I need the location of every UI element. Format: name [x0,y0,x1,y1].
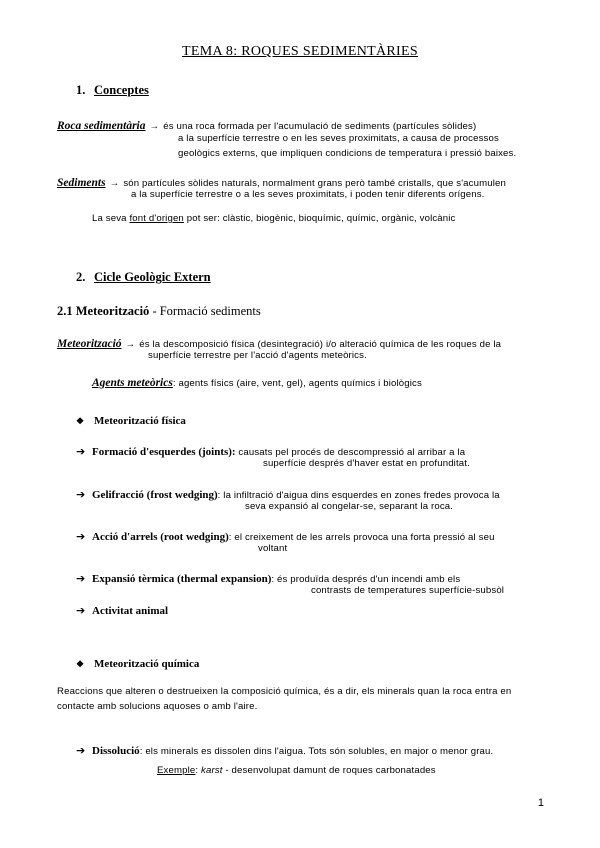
arrow-bullet-icon: ➔ [76,605,86,617]
fisica-item-5-label: Activitat animal [92,605,169,617]
fisica-item-4-label: Expansió tèrmica (thermal expansion) [92,573,272,585]
quimica-heading [76,658,199,670]
roca-text-1: és una roca formada per l'acumulació de sediments (partícules sòlides) [163,121,477,132]
fisica-item-2-label: Gelifracció (frost wedging) [92,489,218,501]
fisica-item-1-label: Formació d'esquerdes (joints): [92,446,236,458]
sediments-arrow: → [109,178,120,189]
fisica-heading [76,415,186,427]
arrow-bullet-icon: ➔ [76,489,86,501]
diamond-bullet-icon: ❖ [76,659,85,669]
meteoritzacio-text-2: superfície terrestre per l'acció d'agents meteòrics. [148,350,367,361]
agents-term: Agents meteòrics [92,377,173,389]
meteoritzacio-term: Meteorització [57,338,122,350]
fisica-item-3-text-2: voltant [258,543,288,554]
exemple-term: karst [201,765,223,776]
roca-definition-line-1 [57,116,476,134]
fisica-item-1-text-2: superfície després d'haver estat en profunditat. [263,458,470,469]
exemple-label: Exemple [157,765,196,776]
roca-text-2: a la superfície terrestre o en les seves proximitats, a causa de processos [178,133,499,144]
quimica-label: Meteorització química [94,658,200,670]
section-2-heading [76,270,211,285]
exemple-text: - desenvolupat damunt de roques carbonatades [222,765,436,776]
origen-link: font d'origen [129,213,184,224]
section-1-number: 1. [76,83,86,97]
fisica-item-4-text-2: contrasts de temperatures superfície-subsòl [311,585,505,596]
fisica-label: Meteorització física [94,415,186,427]
sediments-text-1: són partícules sòlides naturals, normalment grans però també cristalls, que s'acumulen [123,178,506,189]
fisica-item-2-text-2: seva expansió al congelar-se, separant la roca. [245,501,454,512]
subsection-2-1-bold: 2.1 Meteorització [57,304,150,318]
subsection-2-1-heading [57,304,261,319]
section-2-number: 2. [76,270,86,284]
origen-pre: La seva [92,213,130,224]
fisica-item-3-text-1: : el creixement de les arrels provoca una forta pressió al seu [228,532,495,543]
fisica-item-2-text-1: : la infiltració d'aigua dins esquerdes en zones fredes provoca la [217,490,500,501]
meteoritzacio-arrow: → [125,339,136,350]
dissolucio-text: : els minerals es dissolen dins l'aigua. Tots són solubles, en major o menor grau. [139,746,494,757]
origen-line [92,213,456,224]
meteoritzacio-text-1: és la descomposició física (desintegració) i/o alteració química de les roques de la [139,339,502,350]
dissolucio-line [76,741,493,759]
fisica-item-5 [76,601,168,619]
roca-term: Roca sedimentària [57,120,146,132]
arrow-bullet-icon: ➔ [76,745,86,757]
exemple-colon: : [195,765,202,776]
roca-text-3: geològics externs, que impliquen condicions de temperatura i pressió baixes. [178,148,517,159]
sediments-term: Sediments [57,177,106,189]
dissolucio-label: Dissolució [92,745,140,757]
page-number: 1 [537,797,544,809]
diamond-bullet-icon: ❖ [76,416,85,426]
quimica-intro-1: Reaccions que alteren o destrueixen la composició química, és a dir, els minerals quan la roca entra en [57,686,512,697]
roca-arrow: → [149,121,160,132]
quimica-intro-2: contacte amb solucions aquoses o amb l'aire. [57,701,258,712]
arrow-bullet-icon: ➔ [76,573,86,585]
arrow-bullet-icon: ➔ [76,531,86,543]
origen-post: pot ser: clàstic, biogènic, bioquímic, químic, orgànic, volcànic [183,213,456,224]
fisica-item-4-text-1: : és produïda després d'un incendi amb els [271,574,461,585]
subsection-2-1-rest: - Formació sediments [149,304,261,318]
section-1-title: Conceptes [94,83,149,97]
sediments-text-2: a la superfície terrestre o a les seves proximitats, i poden tenir diferents orígens. [131,189,485,200]
agents-line [92,373,422,391]
fisica-item-1-text-1: causats pel procés de descompressió al arribar a la [235,447,466,458]
arrow-bullet-icon: ➔ [76,446,86,458]
section-2-title: Cicle Geològic Extern [94,270,211,284]
exemple-line [157,765,436,776]
page-title: TEMA 8: ROQUES SEDIMENTÀRIES [182,44,418,59]
agents-text: : agents físics (aire, vent, gel), agents químics i biològics [172,378,422,389]
fisica-item-3-label: Acció d'arrels (root wedging) [92,531,229,543]
section-1-heading [76,83,149,98]
